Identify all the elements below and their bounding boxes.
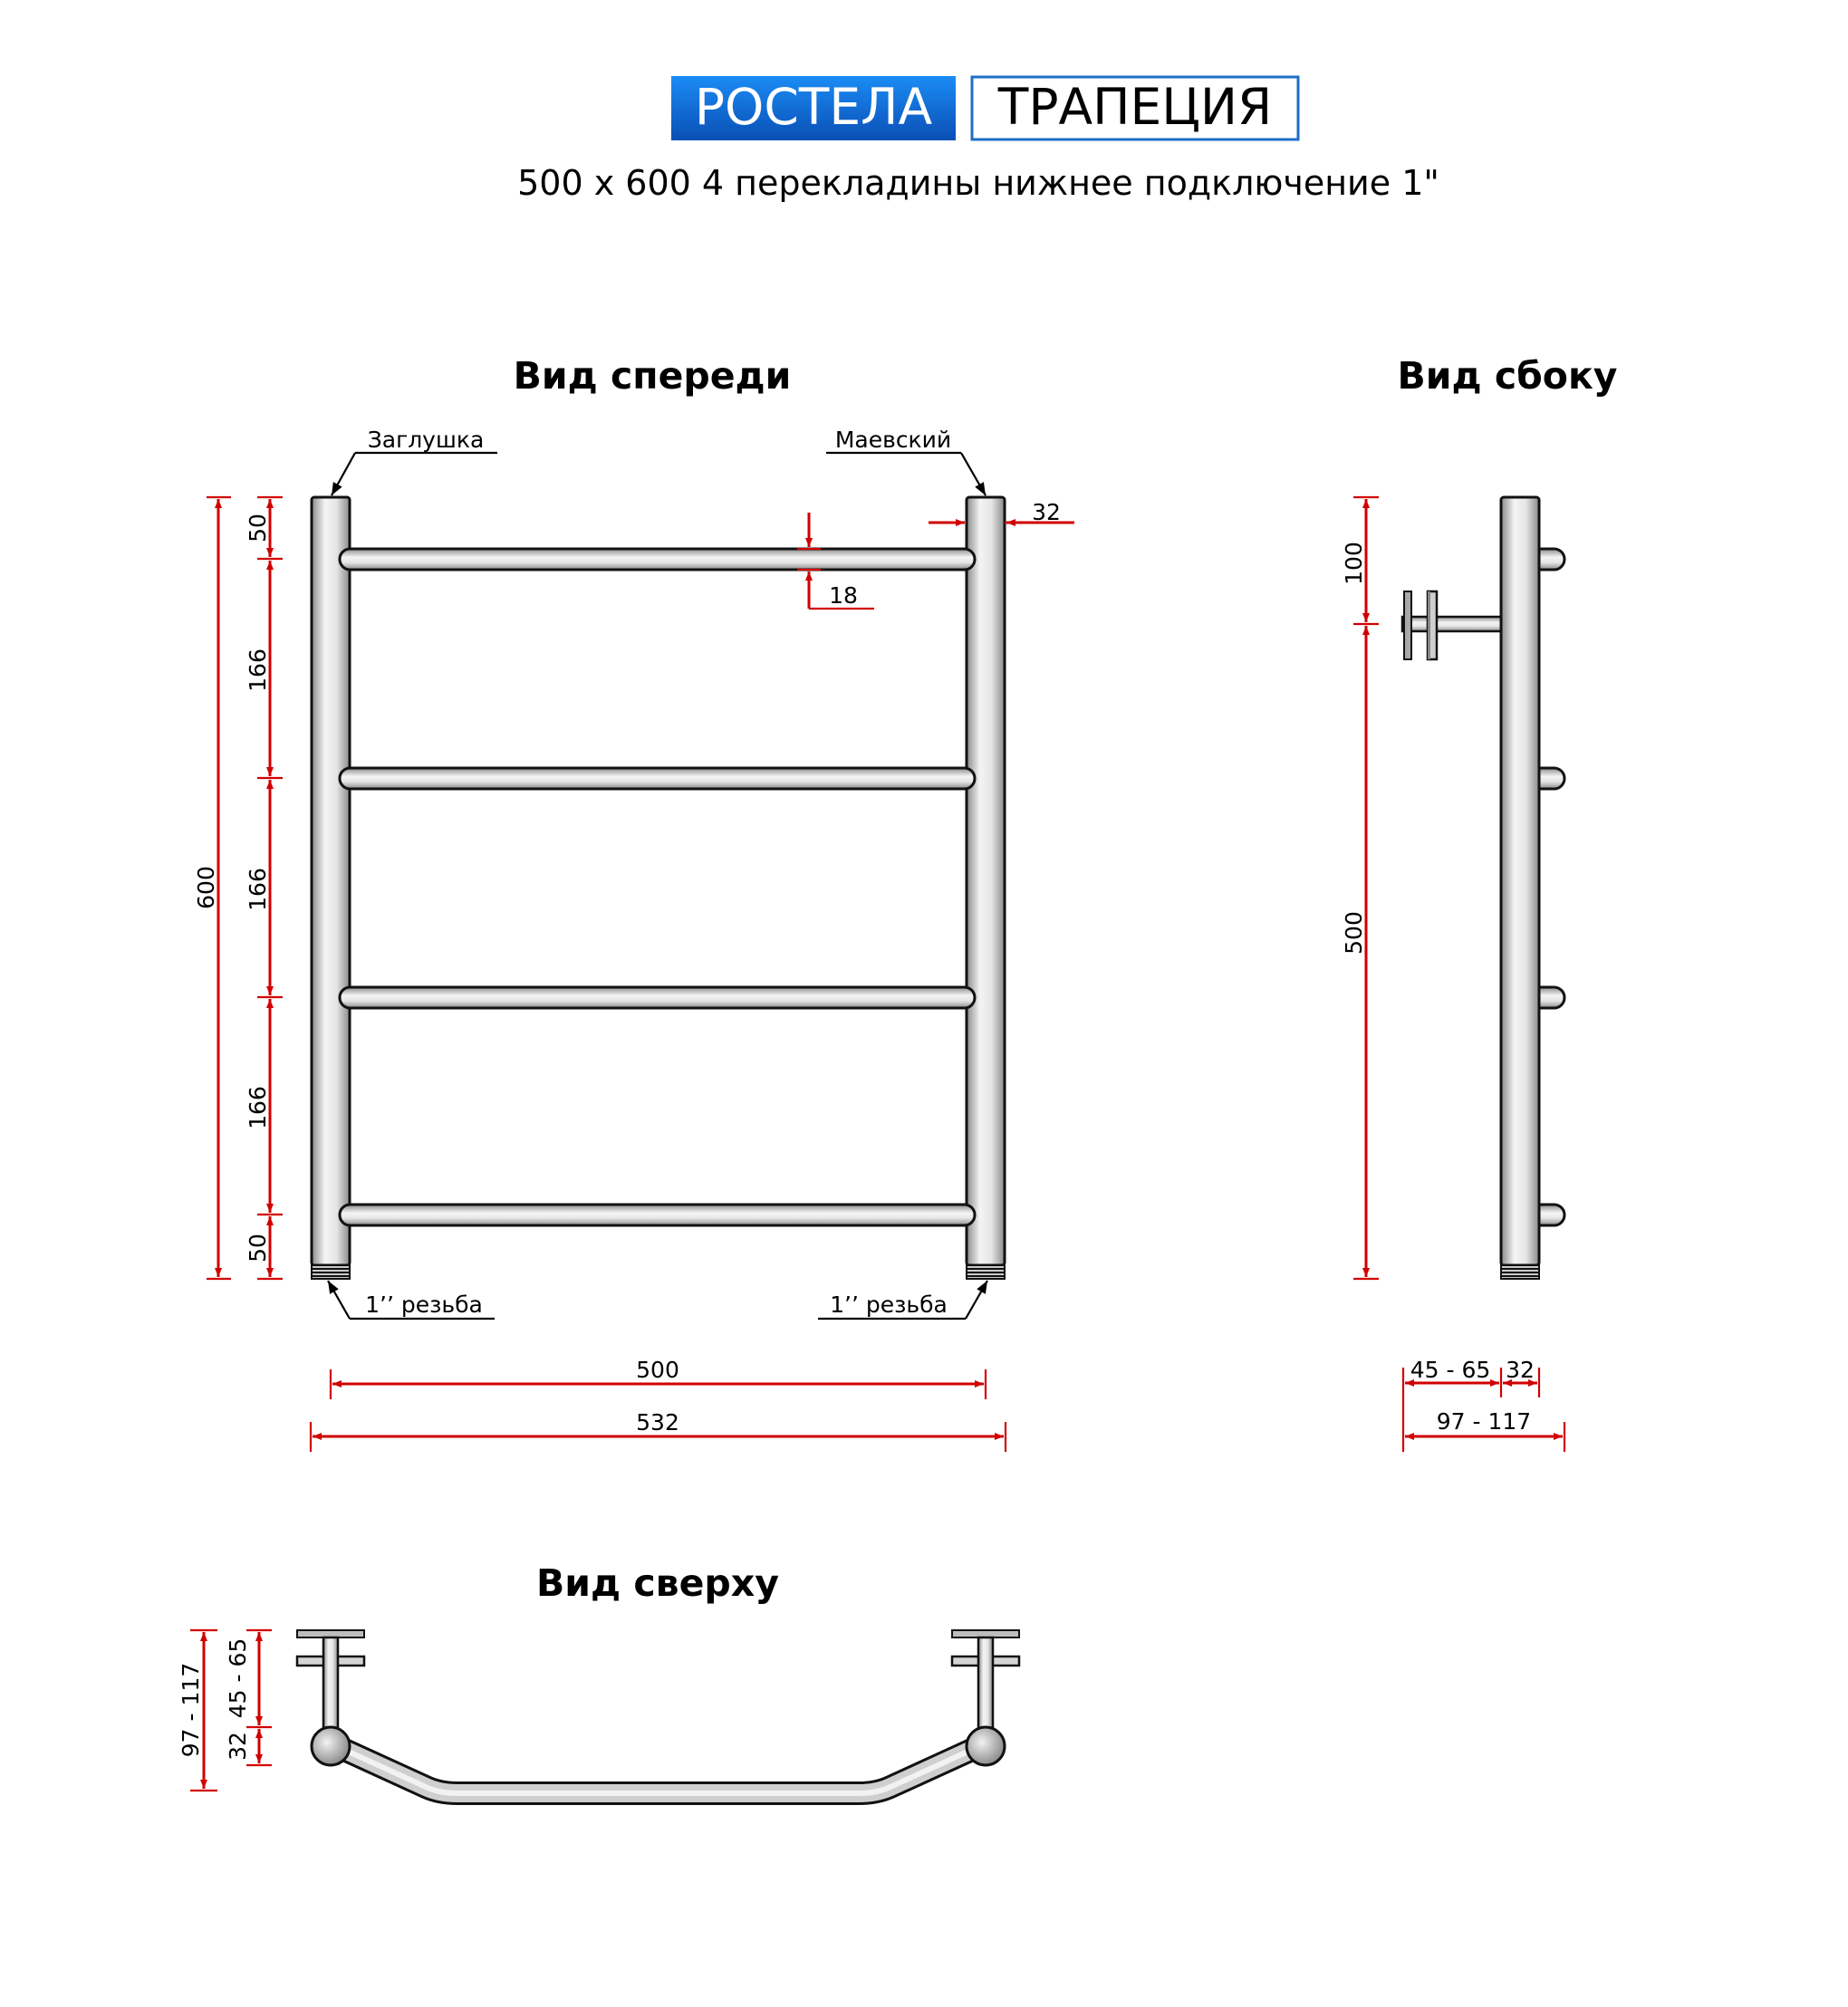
- left-post: [312, 497, 350, 1265]
- wall-bracket: [1402, 591, 1503, 659]
- dim-total-height-value: 600: [193, 866, 219, 909]
- thread-callout-right: [818, 1281, 987, 1319]
- thread-label-left: 1’’ резьба: [365, 1292, 483, 1318]
- valve-label: Маевский: [834, 427, 952, 453]
- dim-overall-width: [311, 1409, 1006, 1452]
- dim-top-diameter-value: 32: [225, 1732, 251, 1761]
- left-thread: [312, 1265, 350, 1279]
- side-view-title: Вид сбоку: [1397, 354, 1618, 398]
- thread-label-right: 1’’ резьба: [830, 1292, 948, 1318]
- top-view-title: Вид сверху: [536, 1561, 779, 1605]
- model-name: ТРАПЕЦИЯ: [997, 78, 1273, 136]
- valve-callout: [826, 427, 986, 495]
- dim-rung-diameter-value: 18: [829, 582, 858, 609]
- dim-top-depth-value: 97 - 117: [178, 1662, 204, 1758]
- dim-post-diameter-value: 32: [1032, 499, 1061, 525]
- rung: [340, 549, 975, 570]
- side-view: [1341, 354, 1618, 1452]
- top-post-right: [967, 1727, 1005, 1765]
- right-post: [967, 497, 1005, 1265]
- rung: [340, 1205, 975, 1225]
- thread-callout-left: [328, 1281, 495, 1319]
- product-subtitle: 500 х 600 4 перекладины нижнее подключение 1": [517, 163, 1439, 203]
- cap-label: Заглушка: [367, 427, 485, 453]
- dim-top-offset-value: 45 - 65: [225, 1637, 251, 1719]
- dim-span-3-value: 166: [245, 1086, 271, 1129]
- dim-center-width: [331, 1357, 986, 1399]
- brand-name: РОСТЕЛА: [694, 78, 933, 136]
- top-view: [178, 1561, 1019, 1793]
- dim-side-horizontal: [1403, 1357, 1564, 1452]
- side-post: [1501, 497, 1539, 1265]
- side-thread: [1501, 1265, 1539, 1279]
- dim-center-width-value: 500: [636, 1357, 679, 1383]
- dim-total-height: [193, 497, 231, 1279]
- right-thread: [967, 1265, 1005, 1279]
- top-post-left: [312, 1727, 350, 1765]
- dim-top-vertical: [178, 1630, 272, 1791]
- top-bracket-left: [297, 1630, 364, 1737]
- dim-side-offset-value: 45 - 65: [1410, 1357, 1491, 1383]
- dim-top-value: 50: [245, 514, 271, 543]
- dim-side-top-value: 100: [1341, 542, 1367, 585]
- front-view-title: Вид спереди: [513, 354, 792, 398]
- top-bracket-right: [952, 1630, 1019, 1737]
- dim-overall-width-value: 532: [636, 1409, 679, 1436]
- front-view: [193, 354, 1074, 1452]
- rung: [340, 768, 975, 789]
- dim-side-depth-value: 97 - 117: [1436, 1408, 1532, 1435]
- dim-span-2-value: 166: [245, 868, 271, 911]
- cap-callout: [332, 427, 497, 495]
- dim-span-1-value: 166: [245, 648, 271, 692]
- dim-side-diameter-value: 32: [1506, 1357, 1535, 1383]
- header: [517, 76, 1439, 203]
- dim-bottom-value: 50: [245, 1234, 271, 1263]
- rung: [340, 987, 975, 1008]
- dim-side-center-value: 500: [1341, 911, 1367, 955]
- dim-chain: [245, 497, 283, 1279]
- dim-side-vertical: [1341, 497, 1379, 1279]
